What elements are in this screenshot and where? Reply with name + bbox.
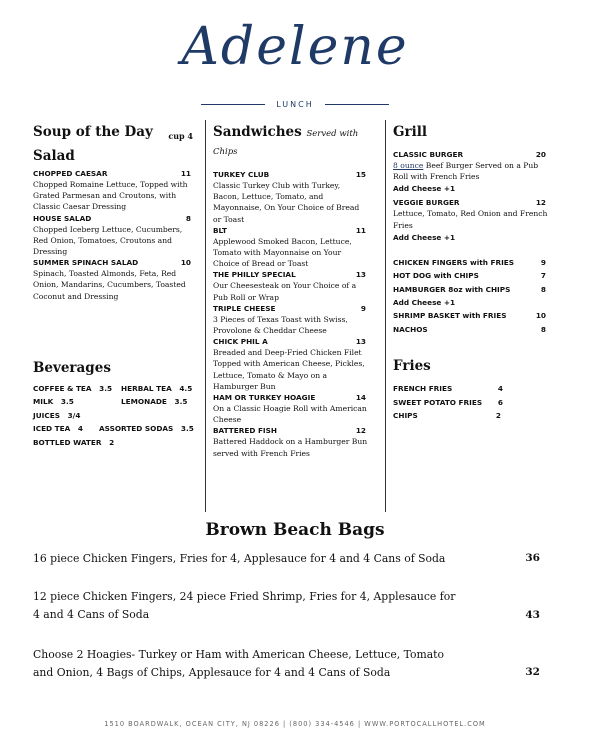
item-description: Classic Turkey Club with Turkey, Bacon, Lettuce, Tomato, and Mayonnaise, On Your Choice of Bread or Toast [213, 181, 360, 224]
sandwiches-heading [213, 124, 368, 160]
item-name: TRIPLE CHEESE [213, 303, 276, 313]
menu-item-turkey-club [213, 169, 368, 180]
item-description: Our Cheesesteak on Your Choice of a Pub Roll or Wrap [213, 281, 357, 302]
item-description: Applewood Smoked Bacon, Lettuce, Tomato with Mayonnaise on Your Choice of Bread or Toast [213, 236, 352, 269]
item-name: SHRIMP BASKET with FRIES [393, 311, 507, 321]
item-name: CHIPS [393, 411, 418, 421]
item-price: 9 [540, 257, 546, 267]
menu-column-2 [213, 124, 368, 459]
item-name: CHOPPED CAESAR [33, 169, 108, 178]
soup-price: cup 4 [168, 131, 193, 141]
item-name: THE PHILLY SPECIAL [213, 270, 296, 280]
item-price: 15 [355, 170, 366, 179]
item-price: 13 [355, 337, 366, 347]
burger-description: Beef Burger Served on a Pub Roll with French Fries [393, 161, 539, 182]
menu-item-sweet-potato-fries [393, 396, 505, 410]
salad-list [33, 168, 193, 302]
menu-item-classic-burger [393, 149, 548, 160]
beverage-row [33, 436, 193, 450]
item-name: SUMMER SPINACH SALAD [33, 258, 139, 268]
item-price: 10 [535, 311, 546, 321]
item-name: BATTERED FISH [213, 426, 278, 436]
menu-item-hot-dog [393, 269, 548, 283]
menu-item-summer-spinach-salad [33, 257, 193, 268]
beverage-item: HERBAL TEA 4.5 [121, 383, 193, 393]
menu-item-blt [213, 225, 368, 236]
item-name: TURKEY CLUB [213, 170, 270, 179]
menu-item-house-salad [33, 213, 193, 224]
footer-contact: 1510 BOARDWALK, OCEAN CITY, NJ 08226 | (800) 334-4546 | WWW.PORTOCALLHOTEL.COM [104, 720, 486, 728]
item-name: CHICKEN FINGERS with FRIES [393, 257, 515, 267]
beach-bag-item-2-line-1: 12 piece Chicken Fingers, 24 piece Fried Shrimp, Fries for 4, Applesauce for [33, 590, 456, 603]
salad-heading: Salad [33, 148, 75, 164]
beach-bag-item-1-line-1: 16 piece Chicken Fingers, Fries for 4, Applesauce for 4 and 4 Cans of Soda [33, 552, 446, 565]
item-price: 11 [180, 169, 191, 178]
soup-title: Soup of the Day [33, 124, 153, 140]
burger-ounce-link[interactable]: 8 ounce [393, 161, 424, 170]
brand-subtitle: LUNCH [276, 100, 314, 109]
item-description: Chopped Romaine Lettuce, Topped with Grated Parmesan and Croutons, with Classic Caesar Dressing [33, 180, 188, 212]
column-divider-left [205, 120, 206, 512]
item-price: 12 [355, 426, 366, 436]
item-price: 11 [355, 225, 366, 235]
fries-heading: Fries [393, 358, 431, 375]
beach-bag-item-3-line-2: and Onion, 4 Bags of Chips, Applesauce for 4 and 4 Cans of Soda [33, 666, 391, 679]
item-name: VEGGIE BURGER [393, 198, 460, 208]
beverage-item: COFFEE & TEA 3.5 [33, 383, 113, 393]
grill-simple-items [393, 256, 548, 337]
sandwiches-list [213, 169, 368, 459]
add-cheese-option: Add Cheese +1 [393, 298, 456, 308]
item-name: NACHOS [393, 324, 428, 334]
menu-item-chicken-fingers [393, 256, 548, 270]
item-price: 10 [180, 258, 191, 268]
item-name: FRENCH FRIES [393, 384, 453, 394]
menu-item-triple-cheese [213, 303, 368, 314]
menu-item-nachos [393, 323, 548, 337]
beverage-item: JUICES 3/4 [33, 410, 81, 420]
item-description: Breaded and Deep-Fried Chicken Filet Topped with American Cheese, Pickles, Lettuce, Tomato & Mayo on a Hamburger Bun [213, 348, 365, 391]
item-description: 3 Pieces of Texas Toast with Swiss, Provolone & Cheddar Cheese [213, 314, 348, 336]
menu-item-battered-fish [213, 425, 368, 436]
item-description: Battered Haddock on a Hamburger Bun served with French Fries [213, 437, 368, 458]
menu-item-hamburger-8oz [393, 283, 548, 297]
menu-item-shrimp-basket [393, 309, 548, 323]
column-divider-right [385, 120, 386, 512]
item-description: Spinach, Toasted Almonds, Feta, Red Onion, Mandarins, Cucumbers, Toasted Coconut and Dressing [33, 269, 186, 301]
item-price: 7 [540, 271, 546, 281]
item-description: Lettuce, Tomato, Red Onion and French Fries [393, 209, 548, 230]
menu-column-1 [33, 124, 193, 449]
sandwiches-note: Served with Chips [213, 129, 359, 157]
menu-item-chips [393, 409, 503, 423]
menu-item-chick-phil-a [213, 336, 368, 347]
beverage-row [33, 409, 193, 423]
subtitle-rule-right [325, 104, 389, 105]
item-name: BLT [213, 225, 227, 235]
add-cheese-option: Add Cheese +1 [393, 232, 456, 242]
soup-heading [33, 124, 193, 140]
item-price: 9 [360, 303, 366, 313]
item-name: CLASSIC BURGER [393, 150, 464, 159]
item-name: HOT DOG with CHIPS [393, 271, 479, 281]
beverage-item: BOTTLED WATER 2 [33, 437, 115, 447]
beach-bag-item-3-line-1: Choose 2 Hoagies- Turkey or Ham with American Cheese, Lettuce, Tomato [33, 648, 444, 661]
brand-logo [0, 18, 590, 76]
brand-subtitle-row [0, 94, 590, 113]
item-name: HAMBURGER 8oz with CHIPS [393, 284, 511, 294]
brand-name: Adelene [181, 17, 409, 77]
subtitle-rule-left [201, 104, 265, 105]
menu-column-3 [393, 124, 548, 423]
beach-bag-item-3-price: 32 [525, 666, 540, 678]
item-price: 2 [495, 411, 501, 421]
menu-item-chopped-caesar [33, 168, 193, 179]
beverage-row [33, 395, 193, 409]
item-price: 8 [540, 284, 546, 294]
menu-item-veggie-burger [393, 197, 548, 208]
beverage-item: ASSORTED SODAS 3.5 [99, 424, 194, 434]
grill-heading: Grill [393, 124, 428, 140]
add-cheese-option: Add Cheese +1 [393, 184, 456, 194]
beverage-row [33, 382, 193, 396]
item-name: HOUSE SALAD [33, 213, 92, 223]
item-price: 8 [185, 213, 191, 223]
beverage-item: ICED TEA 4 [33, 424, 83, 434]
menu-item-ham-or-turkey-hoagie [213, 392, 368, 403]
brown-beach-bags-heading: Brown Beach Bags [205, 520, 385, 540]
item-description: Chopped Iceberg Lettuce, Cucumbers, Red Onion, Tomatoes, Croutons and Dressing [33, 224, 183, 257]
beverages-list [33, 382, 193, 450]
item-price: 6 [497, 397, 503, 407]
beach-bag-item-2-price: 43 [525, 609, 540, 621]
item-price: 8 [540, 324, 546, 334]
item-description: On a Classic Hoagie Roll with American Cheese [213, 404, 367, 425]
item-price: 4 [497, 384, 503, 394]
item-name: CHICK PHIL A [213, 337, 268, 347]
beverage-row [33, 422, 193, 436]
beverage-item: LEMONADE 3.5 [121, 397, 188, 407]
sandwiches-title: Sandwiches [213, 124, 302, 140]
menu-item-french-fries [393, 382, 505, 396]
beverages-heading: Beverages [33, 359, 111, 376]
item-price: 20 [535, 150, 546, 159]
grill-list [393, 149, 548, 336]
item-price: 13 [355, 270, 366, 280]
item-name: HAM OR TURKEY HOAGIE [213, 393, 316, 403]
beach-bag-item-1-price: 36 [525, 552, 540, 564]
beach-bag-item-2-line-2: 4 and 4 Cans of Soda [33, 608, 150, 621]
item-price: 12 [535, 198, 546, 208]
fries-list [393, 382, 505, 423]
item-price: 14 [355, 393, 366, 403]
beverage-item: MILK 3.5 [33, 397, 74, 407]
menu-item-philly-special [213, 269, 368, 280]
item-description [393, 160, 548, 182]
item-name: SWEET POTATO FRIES [393, 397, 483, 407]
